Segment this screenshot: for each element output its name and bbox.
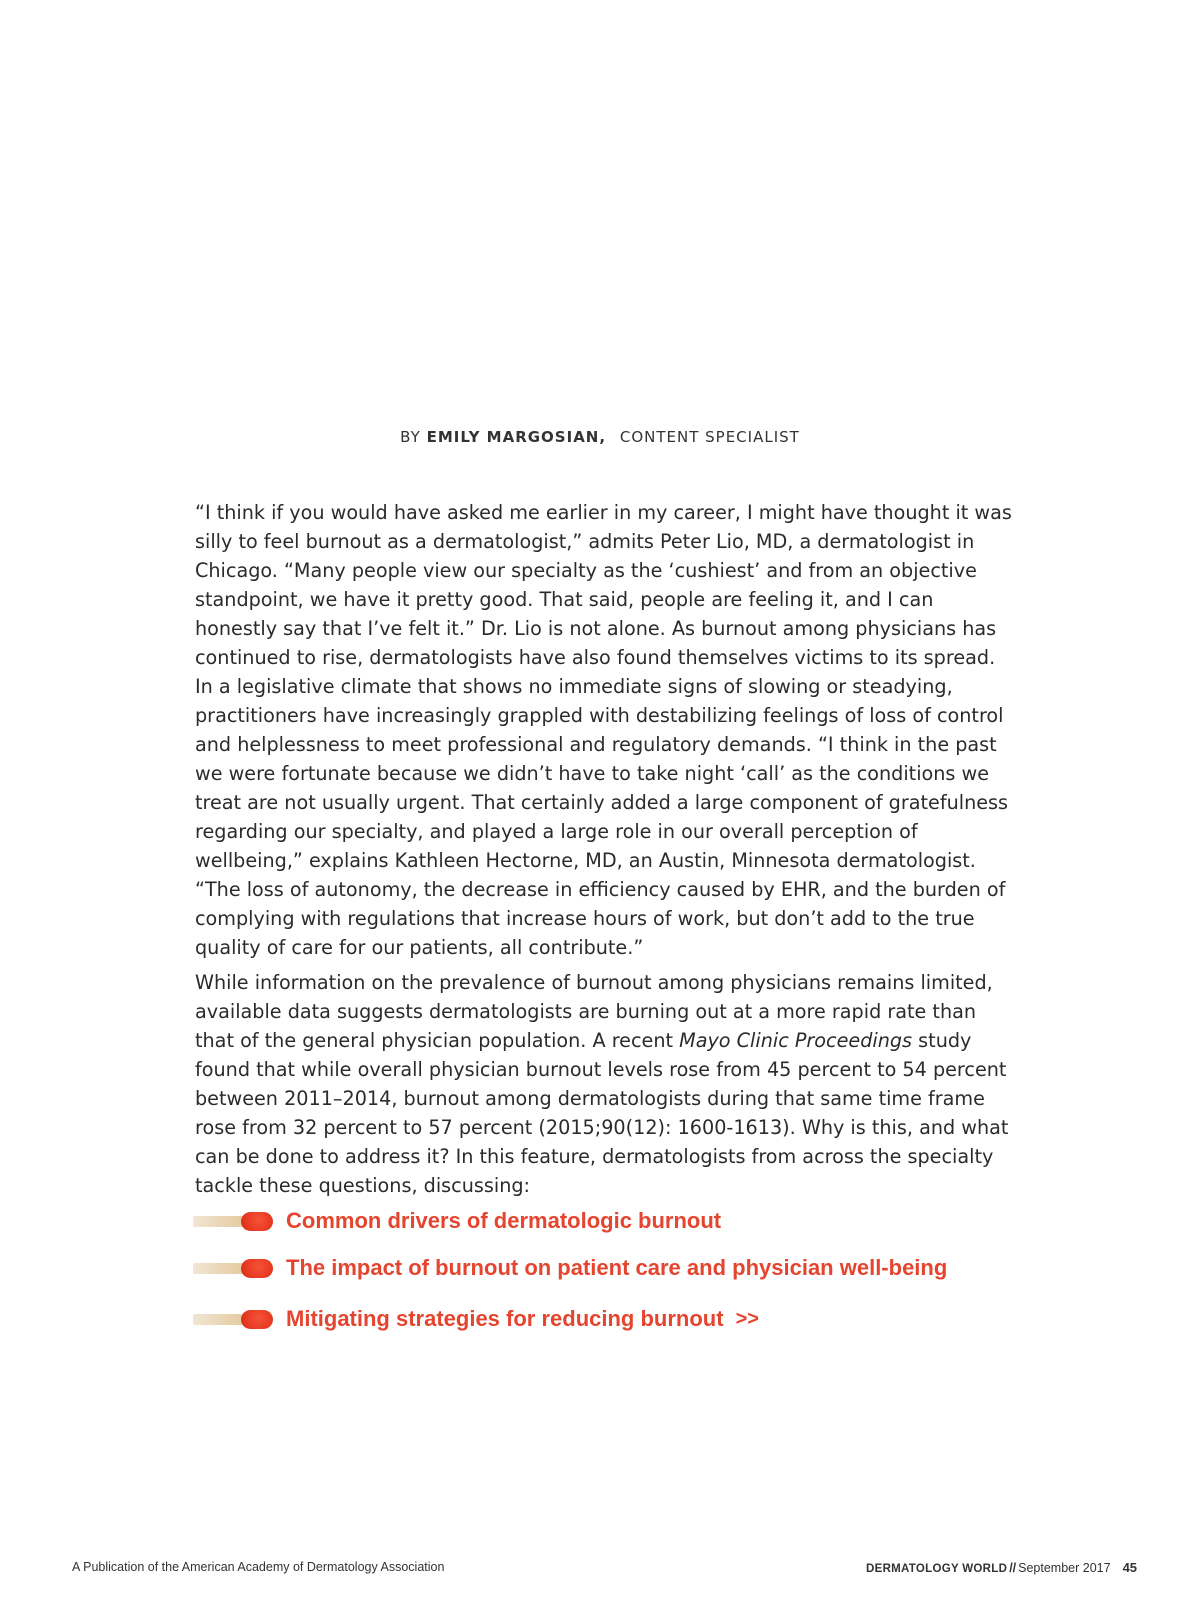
- article-paragraph-1: [195, 498, 1015, 962]
- topic-strategies[interactable]: [193, 1304, 759, 1334]
- article-paragraph-2: [195, 968, 1015, 1200]
- topic-label: The impact of burnout on patient care and physician well-being: [286, 1255, 948, 1280]
- topic-label: Common drivers of dermatologic burnout: [286, 1208, 722, 1233]
- byline-role: CONTENT SPECIALIST: [619, 428, 800, 446]
- match-icon: [193, 1257, 273, 1279]
- footer-publisher: A Publication of the American Academy of Dermatology Association: [72, 1560, 445, 1574]
- paragraph-2-after: study found that while overall physician burnout levels rose from 45 percent to 54 percent between 2011–2014, burnout among dermatologists during that same time frame rose from 32 percent to 57 percent (2015;90(12): 1600-1613). Why is this, and what can be done to address it? In this feature, dermatologists from across the specialty tackle these questions, discussing:: [195, 1029, 1009, 1197]
- byline-author: EMILY MARGOSIAN,: [426, 428, 607, 446]
- continue-arrow-icon[interactable]: >>: [735, 1307, 759, 1330]
- byline-prefix: BY: [400, 428, 421, 446]
- topic-label: Mitigating strategies for reducing burnout: [286, 1306, 724, 1331]
- match-icon: [193, 1210, 273, 1232]
- footer-issue-info: [866, 1560, 1136, 1575]
- match-icon: [193, 1308, 273, 1330]
- paragraph-2-before: While information on the prevalence of burnout among physicians remains limited, available data suggests dermatologists are burning out at a more rapid rate than that of the general physician population. A recent: [195, 971, 993, 1052]
- byline: [0, 428, 1200, 446]
- footer-separator: //: [1009, 1561, 1017, 1575]
- topic-impact[interactable]: [193, 1253, 947, 1283]
- journal-title: Mayo Clinic Proceedings: [679, 1029, 913, 1052]
- topic-drivers[interactable]: [193, 1206, 721, 1236]
- paragraph-1-text: “I think if you would have asked me earlier in my career, I might have thought it was silly to feel burnout as a dermatologist,” admits Peter Lio, MD, a dermatologist in Chicago. “Many people view our specialty as the ‘cushiest’ and from an objective standpoint, we have it pretty good. That said, people are feeling it, and I can honestly say that I’ve felt it.” Dr. Lio is not alone. As burnout among physicians has continued to rise, dermatologists have also found themselves victims to its spread. In a legislative climate that shows no immediate signs of slowing or steadying, practitioners have increasingly grappled with destabilizing feelings of loss of control and helplessness to meet professional and regulatory demands. “I think in the past we were fortunate because we didn’t have to take night ‘call’ as the conditions we treat are not usually urgent. That certainly added a large component of gratefulness regarding our specialty, and played a large role in our overall perception of wellbeing,” explains Kathleen Hectorne, MD, an Austin, Minnesota dermatologist. “The loss of autonomy, the decrease in efficiency caused by EHR, and the burden of complying with regulations that increase hours of work, but don’t add to the true quality of care for our patients, all contribute.”: [195, 501, 1012, 959]
- issue-date: September 2017: [1018, 1561, 1111, 1575]
- magazine-name: DERMATOLOGY WORLD: [866, 1563, 1008, 1575]
- page-number: 45: [1122, 1560, 1138, 1575]
